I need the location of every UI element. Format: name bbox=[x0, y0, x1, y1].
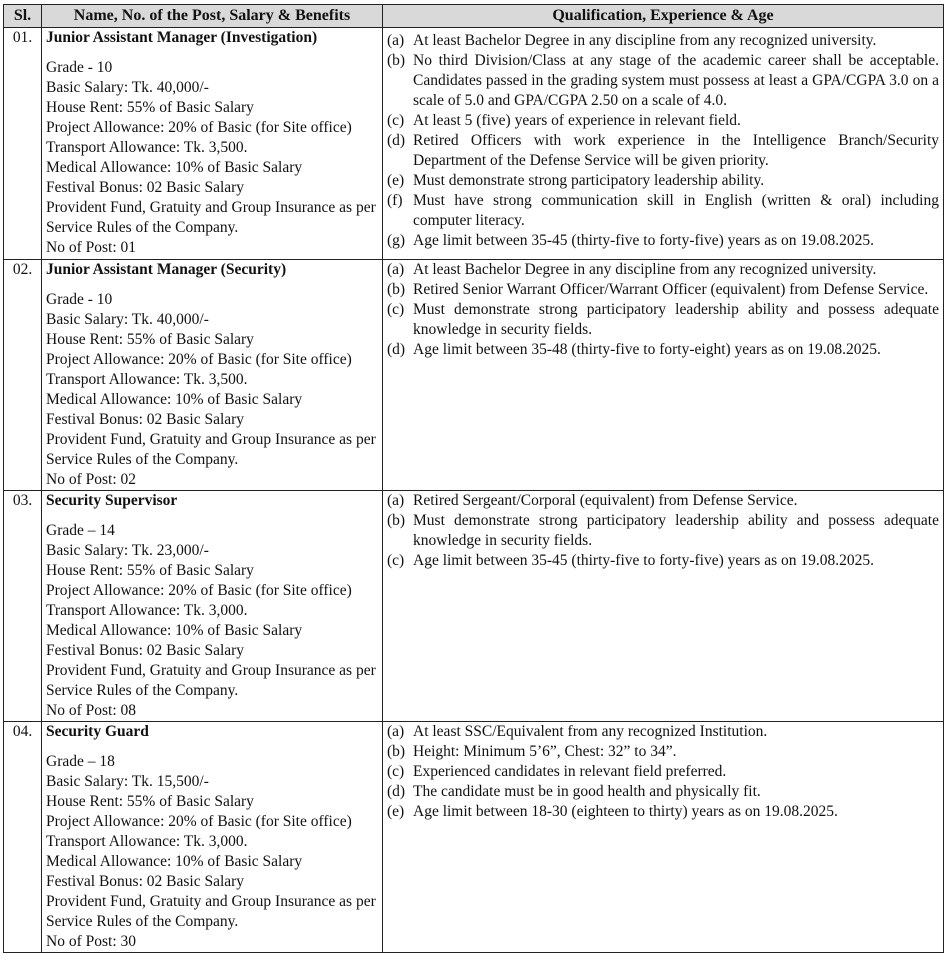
post-detail-line: Medical Allowance: 10% of Basic Salary bbox=[46, 622, 303, 639]
post-detail-line: Festival Bonus: 02 Basic Salary bbox=[46, 179, 245, 196]
job-table bbox=[3, 4, 944, 953]
post-title: Security Supervisor bbox=[46, 492, 178, 509]
post-title: Security Guard bbox=[46, 723, 149, 740]
post-detail-line: Medical Allowance: 10% of Basic Salary bbox=[46, 159, 303, 176]
qualification-item bbox=[387, 802, 939, 822]
post-detail-line: No of Post: 08 bbox=[46, 702, 136, 719]
serial-number: 03. bbox=[4, 491, 42, 722]
qualification-item bbox=[387, 782, 939, 802]
serial-number: 01. bbox=[4, 28, 42, 260]
item-text: Age limit between 18-30 (eighteen to thirty) years as on 19.08.2025. bbox=[413, 803, 838, 820]
post-title: Junior Assistant Manager (Security) bbox=[46, 261, 287, 278]
post-detail-line: Provident Fund, Gratuity and Group Insurance as per Service Rules of the Company. bbox=[46, 662, 376, 699]
post-detail-line: Provident Fund, Gratuity and Group Insurance as per Service Rules of the Company. bbox=[46, 199, 376, 236]
qualification-list-cell bbox=[383, 260, 944, 491]
post-detail-line: Basic Salary: Tk. 40,000/- bbox=[46, 79, 209, 96]
item-marker: (f) bbox=[387, 192, 403, 209]
item-marker: (d) bbox=[387, 783, 406, 800]
item-text: At least SSC/Equivalent from any recognized Institution. bbox=[413, 723, 768, 740]
post-detail-line: Medical Allowance: 10% of Basic Salary bbox=[46, 853, 303, 870]
post-detail-line: Project Allowance: 20% of Basic (for Site office) bbox=[46, 119, 352, 136]
item-text: Must demonstrate strong participatory leadership ability. bbox=[413, 172, 765, 189]
qualification-list-cell bbox=[383, 722, 944, 953]
item-marker: (b) bbox=[387, 52, 406, 69]
post-detail-line: Grade – 14 bbox=[46, 522, 115, 539]
post-detail-line: Project Allowance: 20% of Basic (for Site office) bbox=[46, 351, 352, 368]
qualification-list bbox=[387, 260, 939, 360]
qualification-item bbox=[387, 742, 939, 762]
item-marker: (c) bbox=[387, 301, 405, 318]
item-marker: (b) bbox=[387, 512, 406, 529]
item-marker: (c) bbox=[387, 112, 405, 129]
qualification-list bbox=[387, 491, 939, 571]
table-row bbox=[4, 260, 944, 491]
qualification-item bbox=[387, 111, 939, 131]
post-details bbox=[42, 260, 383, 491]
qualification-item bbox=[387, 31, 939, 51]
table-row bbox=[4, 28, 944, 260]
item-text: Must demonstrate strong participatory leadership ability and possess adequate knowledge in security fields. bbox=[413, 512, 939, 549]
qualification-item bbox=[387, 491, 939, 511]
post-detail-line: No of Post: 01 bbox=[46, 239, 136, 256]
qualification-list-cell bbox=[383, 28, 944, 260]
post-detail-line: No of Post: 02 bbox=[46, 471, 136, 488]
post-details bbox=[42, 28, 383, 260]
post-detail-line: Basic Salary: Tk. 23,000/- bbox=[46, 542, 209, 559]
item-text: Must demonstrate strong participatory leadership ability and possess adequate knowledge in security fields. bbox=[413, 301, 939, 338]
item-text: The candidate must be in good health and physically fit. bbox=[413, 783, 761, 800]
post-detail-line: Festival Bonus: 02 Basic Salary bbox=[46, 411, 245, 428]
header-row bbox=[4, 5, 944, 28]
qualification-item bbox=[387, 340, 939, 360]
item-text: No third Division/Class at any stage of the academic career shall be acceptable. Candidates passed in the grading system must possess at least a GPA/CGPA 3.0 on a scale of 5.0 and GPA/CGPA 2.50 on a scale of 4.0. bbox=[413, 52, 939, 109]
post-detail-line: Transport Allowance: Tk. 3,500. bbox=[46, 371, 248, 388]
item-text: Experienced candidates in relevant field preferred. bbox=[413, 763, 727, 780]
qualification-item bbox=[387, 191, 939, 231]
post-detail-line: Basic Salary: Tk. 40,000/- bbox=[46, 311, 209, 328]
item-text: At least Bachelor Degree in any discipline from any recognized university. bbox=[413, 32, 877, 49]
item-marker: (a) bbox=[387, 261, 405, 278]
qualification-item bbox=[387, 231, 939, 251]
item-text: Retired Officers with work experience in the Intelligence Branch/Security Department of the Defense Service will be given priority. bbox=[413, 132, 939, 169]
item-text: Height: Minimum 5’6”, Chest: 32” to 34”. bbox=[413, 743, 677, 760]
qualification-item bbox=[387, 722, 939, 742]
post-detail-line: Project Allowance: 20% of Basic (for Site office) bbox=[46, 582, 352, 599]
qualification-item bbox=[387, 511, 939, 551]
post-detail-line: House Rent: 55% of Basic Salary bbox=[46, 99, 254, 116]
post-detail-line: Provident Fund, Gratuity and Group Insurance as per Service Rules of the Company. bbox=[46, 893, 376, 930]
item-marker: (a) bbox=[387, 32, 405, 49]
header-post: Name, No. of the Post, Salary & Benefits bbox=[42, 5, 383, 28]
item-marker: (a) bbox=[387, 492, 405, 509]
item-marker: (d) bbox=[387, 341, 406, 358]
item-marker: (b) bbox=[387, 743, 406, 760]
post-detail-line: Transport Allowance: Tk. 3,500. bbox=[46, 139, 248, 156]
item-text: Must have strong communication skill in English (written & oral) including computer literacy. bbox=[413, 192, 939, 229]
post-details bbox=[42, 491, 383, 722]
item-marker: (e) bbox=[387, 172, 405, 189]
qualification-list-cell bbox=[383, 491, 944, 722]
item-text: At least Bachelor Degree in any discipline from any recognized university. bbox=[413, 261, 877, 278]
qualification-item bbox=[387, 762, 939, 782]
post-detail-line: No of Post: 30 bbox=[46, 933, 136, 950]
post-detail-line: Provident Fund, Gratuity and Group Insurance as per Service Rules of the Company. bbox=[46, 431, 376, 468]
qualification-item bbox=[387, 171, 939, 191]
post-detail-line: House Rent: 55% of Basic Salary bbox=[46, 331, 254, 348]
post-detail-line: Grade – 18 bbox=[46, 753, 115, 770]
post-title: Junior Assistant Manager (Investigation) bbox=[46, 29, 318, 46]
post-detail-line: Transport Allowance: Tk. 3,000. bbox=[46, 602, 248, 619]
post-detail-line: Grade - 10 bbox=[46, 59, 113, 76]
post-detail-line: Grade - 10 bbox=[46, 291, 113, 308]
serial-number: 02. bbox=[4, 260, 42, 491]
qualification-item bbox=[387, 300, 939, 340]
post-detail-line: Festival Bonus: 02 Basic Salary bbox=[46, 642, 245, 659]
item-marker: (a) bbox=[387, 723, 405, 740]
qualification-item bbox=[387, 131, 939, 171]
item-text: Retired Senior Warrant Officer/Warrant Officer (equivalent) from Defense Service. bbox=[413, 281, 929, 298]
item-marker: (c) bbox=[387, 552, 405, 569]
post-detail-line: Transport Allowance: Tk. 3,000. bbox=[46, 833, 248, 850]
item-marker: (d) bbox=[387, 132, 406, 149]
table-row bbox=[4, 722, 944, 953]
item-marker: (c) bbox=[387, 763, 405, 780]
serial-number: 04. bbox=[4, 722, 42, 953]
item-text: At least 5 (five) years of experience in relevant field. bbox=[413, 112, 741, 129]
qualification-list bbox=[387, 722, 939, 822]
post-detail-line: House Rent: 55% of Basic Salary bbox=[46, 562, 254, 579]
item-text: Age limit between 35-45 (thirty-five to forty-five) years as on 19.08.2025. bbox=[413, 552, 875, 569]
item-text: Age limit between 35-48 (thirty-five to forty-eight) years as on 19.08.2025. bbox=[413, 341, 881, 358]
header-qualification: Qualification, Experience & Age bbox=[383, 5, 944, 28]
item-text: Age limit between 35-45 (thirty-five to forty-five) years as on 19.08.2025. bbox=[413, 232, 875, 249]
qualification-list bbox=[387, 31, 939, 251]
qualification-item bbox=[387, 260, 939, 280]
post-detail-line: House Rent: 55% of Basic Salary bbox=[46, 793, 254, 810]
header-sl: Sl. bbox=[4, 5, 42, 28]
item-marker: (b) bbox=[387, 281, 406, 298]
qualification-item bbox=[387, 280, 939, 300]
post-details bbox=[42, 722, 383, 953]
item-marker: (g) bbox=[387, 232, 406, 249]
post-detail-line: Project Allowance: 20% of Basic (for Site office) bbox=[46, 813, 352, 830]
item-marker: (e) bbox=[387, 803, 405, 820]
post-detail-line: Medical Allowance: 10% of Basic Salary bbox=[46, 391, 303, 408]
post-detail-line: Basic Salary: Tk. 15,500/- bbox=[46, 773, 209, 790]
qualification-item bbox=[387, 551, 939, 571]
qualification-item bbox=[387, 51, 939, 111]
table-row bbox=[4, 491, 944, 722]
item-text: Retired Sergeant/Corporal (equivalent) from Defense Service. bbox=[413, 492, 798, 509]
post-detail-line: Festival Bonus: 02 Basic Salary bbox=[46, 873, 245, 890]
